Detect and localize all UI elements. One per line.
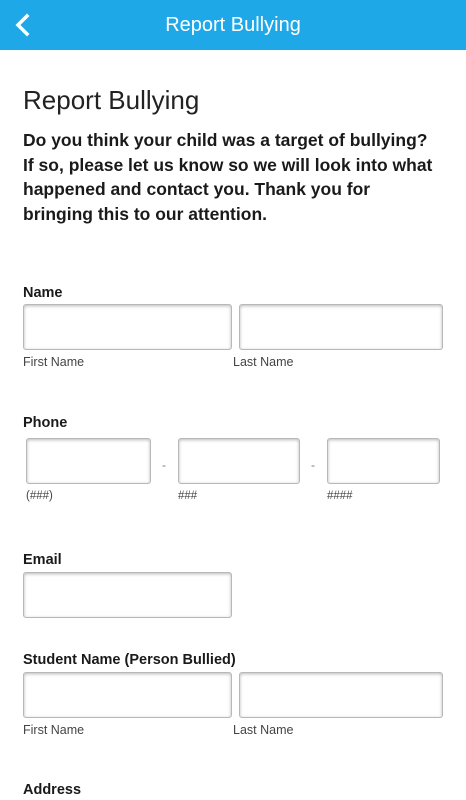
student-last-name-input[interactable] [239,672,443,718]
phone-area-sublabel: (###) [26,490,53,502]
first-name-sublabel: First Name [23,355,85,369]
first-name-input[interactable] [23,304,232,350]
student-first-name-input[interactable] [23,672,232,718]
email-input[interactable] [23,572,232,618]
student-name-label: Student Name (Person Bullied) [23,652,236,668]
phone-label: Phone [23,415,68,431]
app-header [0,0,466,50]
address-label: Address [23,782,82,798]
page-title: Report Bullying [23,85,200,115]
email-label: Email [23,552,62,568]
phone-separator: - [311,458,315,472]
last-name-input[interactable] [239,304,443,350]
phone-line-input[interactable] [327,438,440,484]
phone-prefix-sublabel: ### [178,490,198,502]
student-last-name-sublabel: Last Name [233,723,294,737]
phone-area-code-input[interactable] [26,438,151,484]
phone-prefix-input[interactable] [178,438,300,484]
intro-text: Do you think your child was a target of bullying? If so, please let us know so we will look into what happened and contact you. Thank you for bringing this to our attention. [23,130,433,224]
phone-separator: - [162,458,166,472]
phone-line-sublabel: #### [327,490,353,502]
student-first-name-sublabel: First Name [23,723,85,737]
last-name-sublabel: Last Name [233,355,294,369]
header-title: Report Bullying [165,14,301,36]
name-label: Name [23,285,63,301]
